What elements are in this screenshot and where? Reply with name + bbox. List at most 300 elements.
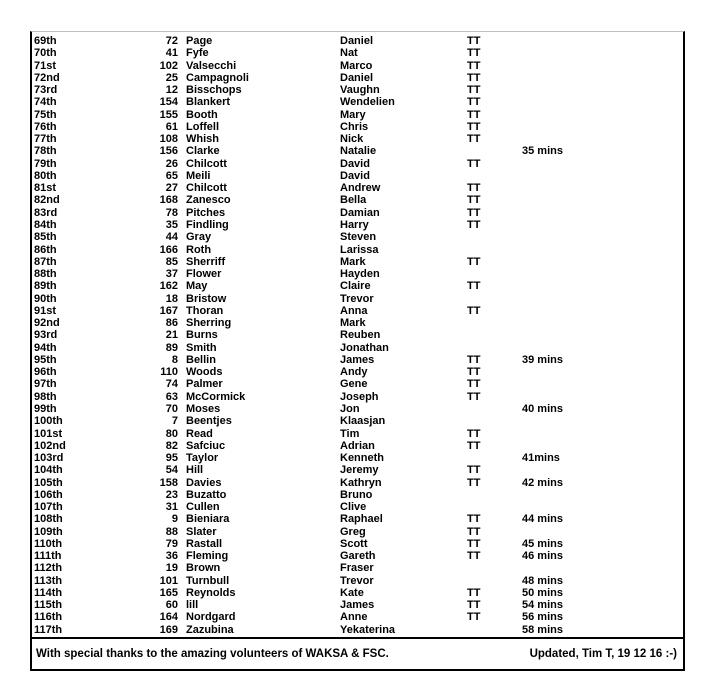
surname-cell: Davies [186, 476, 222, 489]
bib-number-cell: 18 [165, 292, 178, 305]
rank-cell: 92nd [34, 317, 60, 330]
bib-number-cell: 41 [165, 47, 178, 60]
table-row [32, 268, 683, 280]
rank-cell: 91st [34, 304, 57, 317]
table-row [32, 391, 683, 403]
rank-cell: 80th [34, 169, 57, 182]
tt-flag-cell: TT [467, 108, 481, 121]
time-cell: 56 mins [522, 611, 563, 624]
bib-number-cell: 25 [165, 71, 178, 84]
surname-cell: Buzatto [186, 488, 227, 501]
tt-flag-cell: TT [467, 427, 481, 440]
table-row [32, 575, 683, 587]
surname-cell: McCormick [186, 390, 246, 403]
time-cell: 39 mins [522, 353, 563, 366]
firstname-cell: Gene [340, 378, 368, 391]
time-cell [522, 121, 683, 133]
surname-cell: Loffell [186, 120, 219, 133]
firstname-cell: Kate [340, 586, 364, 599]
bib-number-cell: 26 [165, 157, 178, 170]
rank-cell: 115th [34, 599, 63, 612]
table-row [32, 145, 683, 157]
table-row [32, 513, 683, 525]
time-cell [522, 280, 683, 292]
surname-cell: Burns [186, 329, 218, 342]
time-cell [522, 317, 683, 329]
bib-number-cell: 110 [160, 366, 178, 379]
rank-cell: 72nd [34, 71, 60, 84]
tt-flag-cell: TT [467, 439, 481, 452]
rank-cell: 77th [34, 133, 57, 146]
surname-cell: Zanesco [186, 194, 231, 207]
table-row [32, 170, 683, 182]
rank-cell: 83rd [34, 206, 58, 219]
surname-cell: Reynolds [186, 586, 236, 599]
bib-number-cell: 78 [165, 206, 178, 219]
surname-cell: Read [186, 427, 213, 440]
table-row [32, 72, 683, 84]
surname-cell: Clarke [186, 145, 220, 158]
tt-flag-cell: TT [467, 525, 481, 538]
time-cell [522, 35, 683, 47]
rank-cell: 110th [34, 537, 63, 550]
bib-number-cell: 19 [165, 562, 178, 575]
tt-flag-cell: TT [467, 255, 481, 268]
time-cell [522, 256, 683, 268]
tt-flag-cell [467, 452, 522, 464]
rank-cell: 95th [34, 353, 57, 366]
bib-number-cell: 54 [165, 464, 178, 477]
rank-cell: 113th [34, 574, 63, 587]
firstname-cell: Jonathan [340, 341, 389, 354]
rank-cell: 69th [34, 35, 57, 47]
tt-flag-cell: TT [467, 390, 481, 403]
surname-cell: Blankert [186, 96, 231, 109]
time-cell: 41mins [522, 452, 560, 465]
firstname-cell: Greg [340, 525, 366, 538]
surname-cell: Slater [186, 525, 217, 538]
bib-number-cell: 108 [159, 133, 178, 146]
rank-cell: 101st [34, 427, 63, 440]
firstname-cell: Mary [340, 108, 366, 121]
table-row [32, 96, 683, 108]
time-cell [522, 194, 683, 206]
time-cell [522, 219, 683, 231]
firstname-cell: James [340, 353, 375, 366]
time-cell [522, 305, 683, 317]
time-cell [522, 84, 683, 96]
tt-flag-cell: TT [467, 513, 481, 526]
table-row [32, 501, 683, 513]
time-cell: 44 mins [522, 513, 563, 526]
firstname-cell: Fraser [340, 562, 374, 575]
firstname-cell: Claire [340, 280, 371, 293]
rank-cell: 74th [34, 96, 57, 109]
bib-number-cell: 12 [165, 84, 178, 97]
surname-cell: Woods [186, 366, 223, 379]
firstname-cell: Harry [340, 218, 369, 231]
tt-flag-cell [467, 624, 522, 636]
surname-cell: Thoran [186, 304, 224, 317]
rank-cell: 76th [34, 120, 57, 133]
time-cell: 54 mins [522, 599, 563, 612]
surname-cell: Valsecchi [186, 59, 237, 72]
rank-cell: 88th [34, 268, 57, 281]
surname-cell: Chilcott [186, 157, 227, 170]
bib-number-cell: 168 [159, 194, 178, 207]
bib-number-cell: 154 [159, 96, 178, 109]
firstname-cell: Chris [340, 120, 369, 133]
table-row [32, 280, 683, 292]
bib-number-cell: 70 [165, 402, 178, 415]
time-cell [522, 109, 683, 121]
time-cell: 35 mins [522, 145, 563, 158]
rank-cell: 117th [34, 623, 63, 636]
firstname-cell: Nick [340, 133, 364, 146]
firstname-cell: Anne [340, 611, 368, 624]
rank-cell: 70th [34, 47, 57, 60]
bib-number-cell: 8 [171, 353, 178, 366]
tt-flag-cell: TT [467, 599, 481, 612]
tt-flag-cell [467, 415, 522, 427]
time-cell [522, 268, 683, 280]
firstname-cell: Adrian [340, 439, 375, 452]
table-row [32, 194, 683, 206]
table-row [32, 60, 683, 72]
time-cell [522, 207, 683, 219]
table-row [32, 354, 683, 366]
tt-flag-cell: TT [467, 218, 481, 231]
surname-cell: Findling [186, 218, 229, 231]
tt-flag-cell: TT [467, 120, 481, 133]
surname-cell: Smith [186, 341, 217, 354]
bib-number-cell: 89 [165, 341, 178, 354]
surname-cell: Nordgard [186, 611, 236, 624]
table-row [32, 550, 683, 562]
bib-number-cell: 169 [159, 623, 178, 636]
time-cell: 40 mins [522, 402, 563, 415]
firstname-cell: David [340, 157, 370, 170]
rank-cell: 109th [34, 525, 63, 538]
surname-cell: Bellin [186, 353, 216, 366]
time-cell [522, 391, 683, 403]
firstname-cell: Wendelien [340, 96, 395, 109]
rank-cell: 90th [34, 292, 57, 305]
table-row [32, 489, 683, 501]
tt-flag-cell [467, 244, 522, 256]
firstname-cell: Anna [340, 304, 368, 317]
tt-flag-cell: TT [467, 206, 481, 219]
tt-flag-cell: TT [467, 182, 481, 195]
table-row [32, 219, 683, 231]
table-row [32, 477, 683, 489]
table-row [32, 133, 683, 145]
bib-number-cell: 85 [165, 255, 178, 268]
rank-cell: 86th [34, 243, 57, 256]
surname-cell: Roth [186, 243, 212, 256]
surname-cell: Booth [186, 108, 218, 121]
table-row [32, 231, 683, 243]
rank-cell: 105th [34, 476, 63, 489]
bib-number-cell: 7 [171, 415, 178, 428]
tt-flag-cell: TT [467, 611, 481, 624]
surname-cell: Whish [186, 133, 219, 146]
firstname-cell: Yekaterina [340, 623, 396, 636]
firstname-cell: Hayden [340, 268, 380, 281]
time-cell [522, 329, 683, 341]
bib-number-cell: 72 [165, 35, 178, 47]
firstname-cell: Damian [340, 206, 380, 219]
bib-number-cell: 165 [159, 586, 178, 599]
table-row [32, 109, 683, 121]
rank-cell: 87th [34, 255, 57, 268]
firstname-cell: Larissa [340, 243, 379, 256]
firstname-cell: Bella [340, 194, 367, 207]
bib-number-cell: 35 [165, 218, 178, 231]
table-row [32, 403, 683, 415]
rank-cell: 79th [34, 157, 57, 170]
surname-cell: Zazubina [186, 623, 234, 636]
tt-flag-cell: TT [467, 84, 481, 97]
time-cell: 42 mins [522, 476, 563, 489]
surname-cell: Hill [186, 464, 204, 477]
tt-flag-cell [467, 293, 522, 305]
surname-cell: Taylor [186, 452, 219, 465]
tt-flag-cell [467, 489, 522, 501]
firstname-cell: Vaughn [340, 84, 380, 97]
bib-number-cell: 167 [159, 304, 178, 317]
surname-cell: Campagnoli [186, 71, 249, 84]
bib-number-cell: 102 [159, 59, 178, 72]
tt-flag-cell: TT [467, 464, 481, 477]
time-cell [522, 464, 683, 476]
time-cell: 46 mins [522, 550, 563, 563]
bib-number-cell: 95 [165, 452, 178, 465]
firstname-cell: Bruno [340, 488, 373, 501]
bib-number-cell: 88 [165, 525, 178, 538]
bib-number-cell: 86 [165, 317, 178, 330]
surname-cell: Rastall [186, 537, 223, 550]
table-row [32, 158, 683, 170]
surname-cell: Gray [186, 231, 212, 244]
table-row [32, 35, 683, 47]
firstname-cell: Nat [340, 47, 358, 60]
firstname-cell: Klaasjan [340, 415, 386, 428]
bib-number-cell: 37 [165, 268, 178, 281]
surname-cell: Fyfe [186, 47, 209, 60]
firstname-cell: Jeremy [340, 464, 379, 477]
tt-flag-cell [467, 231, 522, 243]
time-cell [522, 440, 683, 452]
rank-cell: 78th [34, 145, 57, 158]
time-cell [522, 342, 683, 354]
rank-cell: 100th [34, 415, 63, 428]
table-row [32, 84, 683, 96]
footer-updated-text: Updated, Tim T, 19 12 16 :-) [529, 648, 677, 660]
rank-cell: 106th [34, 488, 63, 501]
rank-cell: 75th [34, 108, 57, 121]
surname-cell: Flower [186, 268, 222, 281]
tt-flag-cell: TT [467, 304, 481, 317]
race-results-table [30, 31, 685, 671]
bib-number-cell: 101 [159, 574, 178, 587]
surname-cell: Moses [186, 402, 221, 415]
rank-cell: 116th [34, 611, 63, 624]
table-row [32, 526, 683, 538]
bib-number-cell: 79 [165, 537, 178, 550]
firstname-cell: Reuben [340, 329, 381, 342]
tt-flag-cell: TT [467, 157, 481, 170]
rank-cell: 96th [34, 366, 57, 379]
time-cell [522, 158, 683, 170]
firstname-cell: Mark [340, 255, 366, 268]
rank-cell: 93rd [34, 329, 58, 342]
table-rows [32, 32, 683, 637]
table-row [32, 587, 683, 599]
table-row [32, 329, 683, 341]
firstname-cell: Tim [340, 427, 360, 440]
tt-flag-cell: TT [467, 537, 481, 550]
rank-cell: 104th [34, 464, 63, 477]
firstname-cell: Trevor [340, 574, 374, 587]
footer-thanks-text: With special thanks to the amazing volunteers of WAKSA & FSC. [36, 648, 389, 660]
bib-number-cell: 74 [165, 378, 178, 391]
time-cell [522, 96, 683, 108]
tt-flag-cell: TT [467, 71, 481, 84]
firstname-cell: Kathryn [340, 476, 382, 489]
time-cell [522, 182, 683, 194]
table-row [32, 538, 683, 550]
table-row [32, 305, 683, 317]
surname-cell: Pitches [186, 206, 226, 219]
firstname-cell: Daniel [340, 35, 374, 47]
firstname-cell: Steven [340, 231, 377, 244]
time-cell: 45 mins [522, 537, 563, 550]
surname-cell: Page [186, 35, 213, 47]
bib-number-cell: 63 [165, 390, 178, 403]
time-cell: 50 mins [522, 586, 563, 599]
firstname-cell: Joseph [340, 390, 379, 403]
table-row [32, 207, 683, 219]
table-row [32, 428, 683, 440]
time-cell [522, 415, 683, 427]
time-cell [522, 47, 683, 59]
tt-flag-cell [467, 317, 522, 329]
surname-cell: Bisschops [186, 84, 242, 97]
time-cell: 48 mins [522, 574, 563, 587]
surname-cell: Palmer [186, 378, 223, 391]
tt-flag-cell [467, 145, 522, 157]
bib-number-cell: 27 [165, 182, 178, 195]
table-row [32, 366, 683, 378]
surname-cell: Chilcott [186, 182, 227, 195]
bib-number-cell: 23 [165, 488, 178, 501]
rank-cell: 103rd [34, 452, 64, 465]
bib-number-cell: 82 [165, 439, 178, 452]
time-cell [522, 293, 683, 305]
table-row [32, 317, 683, 329]
bib-number-cell: 65 [165, 169, 178, 182]
tt-flag-cell [467, 268, 522, 280]
tt-flag-cell [467, 562, 522, 574]
surname-cell: lill [186, 599, 199, 612]
table-row [32, 452, 683, 464]
tt-flag-cell: TT [467, 476, 481, 489]
firstname-cell: Jon [340, 402, 360, 415]
time-cell [522, 562, 683, 574]
bib-number-cell: 44 [165, 231, 178, 244]
rank-cell: 107th [34, 501, 63, 514]
time-cell: 58 mins [522, 623, 563, 636]
table-row [32, 342, 683, 354]
surname-cell: Safciuc [186, 439, 226, 452]
tt-flag-cell: TT [467, 96, 481, 109]
rank-cell: 108th [34, 513, 63, 526]
firstname-cell: Scott [340, 537, 368, 550]
time-cell [522, 60, 683, 72]
surname-cell: Meili [186, 169, 211, 182]
bib-number-cell: 21 [165, 329, 178, 342]
rank-cell: 99th [34, 402, 57, 415]
rank-cell: 85th [34, 231, 57, 244]
time-cell [522, 170, 683, 182]
bib-number-cell: 80 [165, 427, 178, 440]
surname-cell: Brown [186, 562, 221, 575]
bib-number-cell: 162 [159, 280, 178, 293]
table-row [32, 121, 683, 133]
table-row [32, 562, 683, 574]
table-row [32, 244, 683, 256]
bib-number-cell: 60 [165, 599, 178, 612]
table-row [32, 415, 683, 427]
table-row [32, 440, 683, 452]
firstname-cell: Kenneth [340, 452, 384, 465]
tt-flag-cell [467, 170, 522, 182]
bib-number-cell: 9 [171, 513, 178, 526]
time-cell [522, 501, 683, 513]
rank-cell: 89th [34, 280, 57, 293]
firstname-cell: James [340, 599, 375, 612]
firstname-cell: Natalie [340, 145, 377, 158]
tt-flag-cell: TT [467, 353, 481, 366]
tt-flag-cell: TT [467, 35, 481, 47]
time-cell [522, 366, 683, 378]
tt-flag-cell [467, 575, 522, 587]
tt-flag-cell: TT [467, 378, 481, 391]
table-row [32, 599, 683, 611]
firstname-cell: Gareth [340, 550, 376, 563]
time-cell [522, 133, 683, 145]
tt-flag-cell [467, 342, 522, 354]
time-cell [522, 428, 683, 440]
surname-cell: Bristow [186, 292, 227, 305]
rank-cell: 94th [34, 341, 57, 354]
table-row [32, 182, 683, 194]
tt-flag-cell [467, 403, 522, 415]
surname-cell: Sherriff [186, 255, 226, 268]
rank-cell: 111th [34, 550, 62, 563]
time-cell [522, 231, 683, 243]
rank-cell: 112th [34, 562, 63, 575]
time-cell [522, 378, 683, 390]
bib-number-cell: 155 [159, 108, 178, 121]
surname-cell: Sherring [186, 317, 232, 330]
firstname-cell: Daniel [340, 71, 374, 84]
rank-cell: 82nd [34, 194, 60, 207]
rank-cell: 102nd [34, 439, 66, 452]
bib-number-cell: 166 [159, 243, 178, 256]
time-cell [522, 72, 683, 84]
